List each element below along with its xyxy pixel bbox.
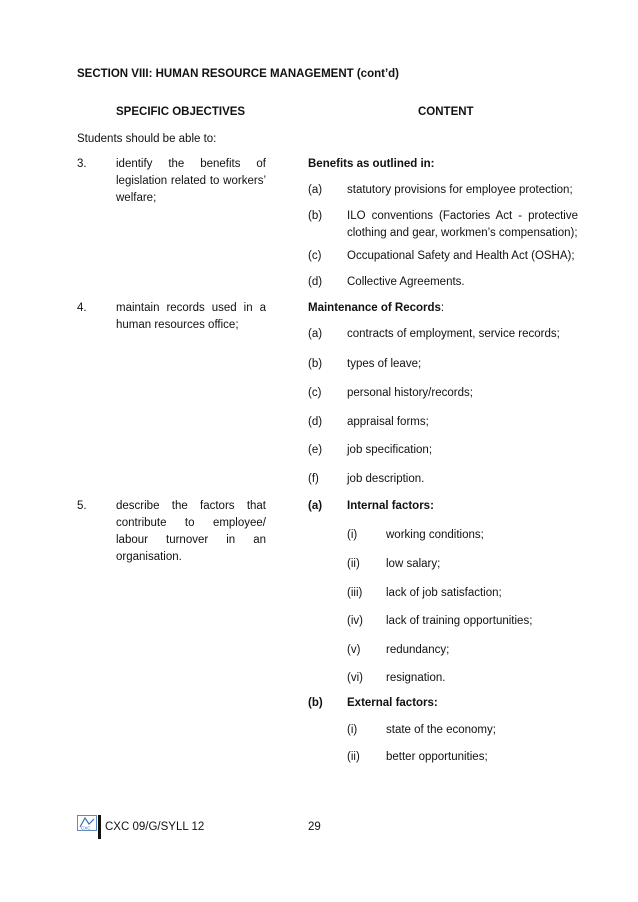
- subitem-label: (ii): [347, 751, 360, 763]
- footer-code: CXC 09/G/SYLL 12: [105, 821, 205, 833]
- item-label: (c): [308, 387, 322, 399]
- logo-text: CXC: [81, 825, 91, 831]
- subitem-text: state of the economy;: [386, 724, 496, 736]
- objective-number: 4.: [77, 302, 87, 314]
- content-heading-text: Maintenance of Records: [308, 302, 441, 314]
- item-label: (b): [308, 358, 323, 370]
- subitem-label: (i): [347, 529, 358, 541]
- item-text: appraisal forms;: [347, 416, 429, 428]
- item-label: (e): [308, 444, 323, 456]
- objective-line: labour turnover in an: [116, 534, 266, 546]
- objective-line: maintain records used in a: [116, 302, 266, 314]
- subitem-text: working conditions;: [386, 529, 484, 541]
- subitem-label: (iv): [347, 615, 363, 627]
- item-line: clothing and gear, workmen’s compensation);: [347, 227, 578, 239]
- subitem-text: lack of job satisfaction;: [386, 587, 502, 599]
- cxc-logo-icon: [77, 815, 97, 831]
- objective-text: [116, 498, 266, 566]
- item-label: (d): [308, 276, 323, 288]
- item-text: personal history/records;: [347, 387, 473, 399]
- content-heading: Benefits as outlined in:: [308, 158, 435, 170]
- objective-number: 5.: [77, 500, 87, 512]
- objective-text: [116, 300, 266, 334]
- objective-line: organisation.: [116, 551, 182, 563]
- factor-label: (a): [308, 500, 323, 512]
- content-header: CONTENT: [418, 106, 474, 118]
- intro-text: Students should be able to:: [77, 133, 217, 145]
- item-text: Collective Agreements.: [347, 276, 465, 288]
- item-label: (d): [308, 416, 323, 428]
- item-text: contracts of employment, service records;: [347, 328, 560, 340]
- subitem-label: (vi): [347, 672, 363, 684]
- item-label: (f): [308, 473, 319, 485]
- objective-line: legislation related to workers’: [116, 175, 266, 187]
- item-label: (b): [308, 210, 323, 222]
- subitem-text: resignation.: [386, 672, 446, 684]
- objective-line: human resources office;: [116, 319, 239, 331]
- subitem-text: better opportunities;: [386, 751, 488, 763]
- item-line: ILO conventions (Factories Act - protective: [347, 210, 578, 222]
- subitem-label: (v): [347, 644, 361, 656]
- page-number: 29: [308, 821, 321, 833]
- objectives-header: SPECIFIC OBJECTIVES: [116, 106, 246, 118]
- objective-text: [116, 156, 266, 207]
- item-label: (c): [308, 250, 322, 262]
- objective-line: describe the factors that: [116, 500, 266, 512]
- item-text: job description.: [347, 473, 425, 485]
- objective-number: 3.: [77, 158, 87, 170]
- objective-line: identify the benefits of: [116, 158, 266, 170]
- item-text: types of leave;: [347, 358, 422, 370]
- factor-heading: External factors:: [347, 697, 438, 709]
- item-label: (a): [308, 184, 323, 196]
- item-text: [347, 208, 578, 242]
- objective-line: welfare;: [116, 192, 157, 204]
- item-text: statutory provisions for employee protection;: [347, 184, 573, 196]
- objective-line: contribute to employee/: [116, 517, 266, 529]
- subitem-text: low salary;: [386, 558, 441, 570]
- content-heading-colon: :: [440, 302, 445, 314]
- factor-label: (b): [308, 697, 323, 709]
- footer-divider: [98, 815, 101, 839]
- section-title: SECTION VIII: HUMAN RESOURCE MANAGEMENT (cont’d): [77, 68, 399, 80]
- item-text: job specification;: [347, 444, 433, 456]
- factor-heading: Internal factors:: [347, 500, 434, 512]
- subitem-text: redundancy;: [386, 644, 450, 656]
- content-heading: [308, 302, 444, 314]
- subitem-label: (ii): [347, 558, 360, 570]
- subitem-text: lack of training opportunities;: [386, 615, 533, 627]
- subitem-label: (i): [347, 724, 358, 736]
- subitem-label: (iii): [347, 587, 363, 599]
- item-text: Occupational Safety and Health Act (OSHA);: [347, 250, 575, 262]
- item-label: (a): [308, 328, 323, 340]
